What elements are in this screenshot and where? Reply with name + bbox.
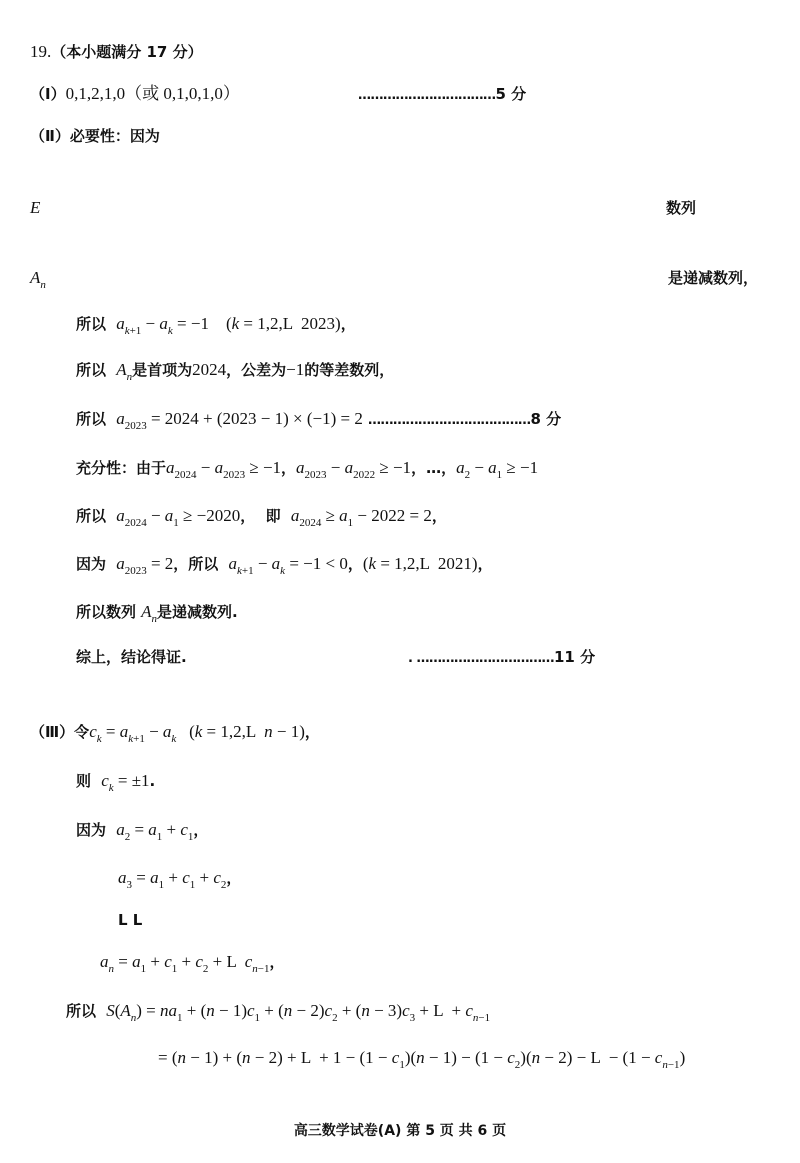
- part2-line1: 所以 $a_{k+1} - a_k = -1$ (k = 1,2,L 2023)，: [76, 314, 356, 338]
- part1-answer: 0,1,2,1,0（或 0,1,0,1,0）: [65, 84, 240, 103]
- part1-label: （Ⅰ）: [30, 85, 66, 103]
- part1-line: [30, 84, 240, 104]
- part2-An-variable: $A_n$: [30, 268, 46, 292]
- part2-line8-score-line: [408, 647, 595, 669]
- part2-line3: 所以 $a_{2023} = 2024 + (2023 - 1) \times (-1) = 2$ …………………………………8 分: [76, 409, 562, 433]
- part2-label: （Ⅱ）必要性：因为: [30, 127, 160, 145]
- part3-line5: L L: [118, 911, 143, 929]
- question-number: 19.: [30, 42, 52, 61]
- part3-line3: 因为 $a_2 = a_1 + c_1$，: [76, 820, 209, 844]
- part2-line8-score: 11 分: [553, 648, 596, 666]
- part1-dots: ……………………………: [358, 88, 496, 103]
- part3-line1: （Ⅲ）令$c_k = a_{k+1} - a_k$ (k = 1,2,L n − 1)，: [30, 722, 320, 746]
- part3-line8: = $(n - 1) + (n - 2) + L + 1 - (1 - c_1)(n - 1) - (1 - c_2)(n - 2) - L - (1 - c_{n-1})$: [158, 1048, 686, 1072]
- part2-line3-dots: …………………………………: [367, 413, 531, 428]
- page-footer: 高三数学试卷(A) 第 5 页 共 6 页: [293, 1123, 507, 1139]
- part3-line4: $a_3 = a_1 + c_1 + c_2$，: [118, 868, 242, 892]
- part1-score-line: [358, 84, 526, 106]
- part2-line8-dots: . ……………………………: [408, 651, 554, 666]
- part2-line3-score: 8 分: [530, 410, 562, 428]
- part3-line6: $a_n = a_1 + c_1 + c_2 + L$ $c_{n-1}$，: [100, 952, 285, 976]
- part2-line8-text: 综上，结论得证.: [76, 648, 187, 666]
- part2-line6: 因为 $a_{2023} = 2$，所以 $a_{k+1} - a_k = -1 < 0$，(k = 1,2,L 2021)，: [76, 554, 493, 578]
- part2-line5: 所以 $a_{2024} - a_1 \ge -2020$， 即 $a_{2024} \ge a_1 - 2022 = 2$，: [76, 506, 447, 530]
- part2-line7: 所以数列 $A_n$是递减数列.: [76, 602, 238, 626]
- question-score-note: （本小题满分 17 分）: [51, 43, 203, 61]
- part3-line7: 所以 $S(A_n) = na_1 + (n - 1)c_1 + (n - 2)c_2 + (n - 3)c_3 + L + c_{n-1}$: [66, 1001, 491, 1025]
- part2-line4: 充分性：由于$a_{2024} - a_{2023} \ge -1$，$a_{2023} - a_{2022} \ge -1$，…，$a_2 - a_1 \ge -1$: [76, 458, 539, 482]
- part2-line2: 所以 $A_n$是首项为2024，公差为−1的等差数列，: [76, 360, 395, 384]
- part2-E-tail: 数列: [666, 199, 697, 217]
- part1-score: 5 分: [495, 85, 527, 103]
- question-header: [30, 42, 203, 62]
- part3-line2: 则 $c_k = \pm 1$.: [76, 771, 156, 795]
- part2-E-variable: E: [30, 198, 41, 217]
- part2-An-tail: 是递减数列，: [668, 269, 759, 287]
